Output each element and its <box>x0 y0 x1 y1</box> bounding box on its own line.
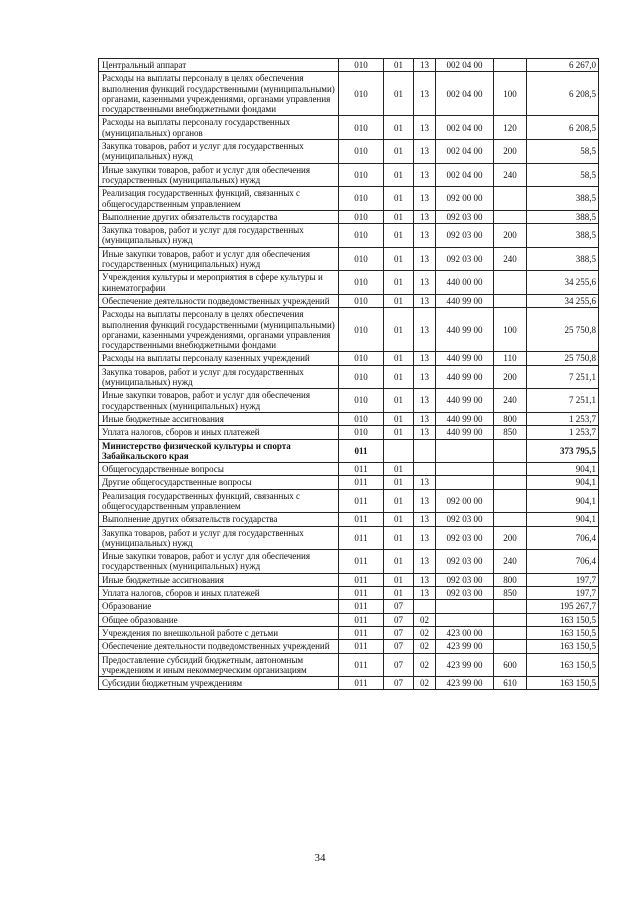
amount: 25 750,8 <box>527 308 599 352</box>
subsection-code: 13 <box>414 489 436 513</box>
target-article-code: 423 99 00 <box>436 640 494 653</box>
row-name: Субсидии бюджетным учреждениям <box>99 677 339 690</box>
table-row <box>99 573 599 586</box>
section-code: 01 <box>384 294 414 307</box>
section-code: 01 <box>384 476 414 489</box>
section-code: 07 <box>384 640 414 653</box>
expense-type-code <box>494 476 527 489</box>
section-code: 01 <box>384 489 414 513</box>
ministry-code: 010 <box>339 224 384 248</box>
amount: 163 150,5 <box>527 653 599 677</box>
table-row <box>99 677 599 690</box>
table-row <box>99 600 599 613</box>
section-code: 07 <box>384 677 414 690</box>
target-article-code: 092 03 00 <box>436 573 494 586</box>
amount: 6 267,0 <box>527 59 599 72</box>
budget-table <box>98 58 599 690</box>
target-article-code: 423 00 00 <box>436 626 494 639</box>
table-row <box>99 526 599 550</box>
table-row <box>99 163 599 187</box>
section-code: 01 <box>384 247 414 271</box>
ministry-code: 011 <box>339 476 384 489</box>
row-name: Иные бюджетные ассигнования <box>99 573 339 586</box>
ministry-code: 010 <box>339 426 384 439</box>
expense-type-code <box>494 294 527 307</box>
row-name: Расходы на выплаты персоналу в целях обеспечения выполнения функций государственными (муниципальными) органами, казенными учреждениями, органами управления государственными внебюджетными фондами <box>99 308 339 352</box>
row-name: Учреждения по внешкольной работе с детьми <box>99 626 339 639</box>
section-code: 01 <box>384 526 414 550</box>
table-row <box>99 116 599 140</box>
amount: 388,5 <box>527 210 599 223</box>
amount: 25 750,8 <box>527 352 599 365</box>
expense-type-code <box>494 187 527 211</box>
table-row <box>99 308 599 352</box>
subsection-code: 02 <box>414 640 436 653</box>
target-article-code: 002 04 00 <box>436 72 494 116</box>
ministry-code: 011 <box>339 573 384 586</box>
table-row <box>99 653 599 677</box>
section-code: 01 <box>384 163 414 187</box>
target-article-code: 092 03 00 <box>436 247 494 271</box>
amount: 163 150,5 <box>527 640 599 653</box>
ministry-code: 011 <box>339 513 384 526</box>
expense-type-code <box>494 513 527 526</box>
section-code: 01 <box>384 352 414 365</box>
row-name: Центральный аппарат <box>99 59 339 72</box>
row-name: Предоставление субсидий бюджетным, автономным учреждениям и иным некоммерческим организациям <box>99 653 339 677</box>
section-code: 07 <box>384 600 414 613</box>
expense-type-code: 120 <box>494 116 527 140</box>
ministry-code: 010 <box>339 72 384 116</box>
target-article-code: 092 03 00 <box>436 224 494 248</box>
subsection-code <box>414 463 436 476</box>
target-article-code: 092 03 00 <box>436 513 494 526</box>
target-article-code: 002 04 00 <box>436 163 494 187</box>
target-article-code <box>436 439 494 463</box>
row-name: Иные бюджетные ассигнования <box>99 412 339 425</box>
row-name: Уплата налогов, сборов и иных платежей <box>99 426 339 439</box>
target-article-code: 002 04 00 <box>436 140 494 164</box>
target-article-code: 092 00 00 <box>436 489 494 513</box>
subsection-code <box>414 439 436 463</box>
row-name: Обеспечение деятельности подведомственных учреждений <box>99 640 339 653</box>
amount: 58,5 <box>527 163 599 187</box>
amount: 6 208,5 <box>527 116 599 140</box>
row-name: Выполнение других обязательств государства <box>99 210 339 223</box>
expense-type-code <box>494 640 527 653</box>
expense-type-code: 200 <box>494 224 527 248</box>
ministry-code: 010 <box>339 412 384 425</box>
amount: 706,4 <box>527 550 599 574</box>
target-article-code: 423 99 00 <box>436 653 494 677</box>
target-article-code <box>436 463 494 476</box>
amount: 7 251,1 <box>527 365 599 389</box>
table-row <box>99 365 599 389</box>
expense-type-code <box>494 600 527 613</box>
target-article-code: 440 00 00 <box>436 271 494 295</box>
subsection-code: 13 <box>414 294 436 307</box>
row-name: Закупка товаров, работ и услуг для государственных (муниципальных) нужд <box>99 526 339 550</box>
subsection-code: 02 <box>414 626 436 639</box>
ministry-code: 011 <box>339 439 384 463</box>
target-article-code: 092 00 00 <box>436 187 494 211</box>
amount: 195 267,7 <box>527 600 599 613</box>
expense-type-code: 800 <box>494 573 527 586</box>
table-row <box>99 271 599 295</box>
target-article-code: 440 99 00 <box>436 426 494 439</box>
section-code: 01 <box>384 308 414 352</box>
table-row <box>99 294 599 307</box>
subsection-code: 13 <box>414 365 436 389</box>
row-name: Расходы на выплаты персоналу в целях обеспечения выполнения функций государственными (муниципальными) органами, казенными учреждениями, органами управления государственными внебюджетными фондами <box>99 72 339 116</box>
table-row <box>99 140 599 164</box>
ministry-code: 010 <box>339 187 384 211</box>
subsection-code: 13 <box>414 550 436 574</box>
amount: 1 253,7 <box>527 412 599 425</box>
expense-type-code <box>494 626 527 639</box>
subsection-code: 13 <box>414 352 436 365</box>
expense-type-code: 610 <box>494 677 527 690</box>
ministry-code: 010 <box>339 271 384 295</box>
section-code: 01 <box>384 140 414 164</box>
row-name: Реализация государственных функций, связанных с общегосударственным управлением <box>99 187 339 211</box>
subsection-code: 13 <box>414 140 436 164</box>
expense-type-code: 600 <box>494 653 527 677</box>
subsection-code: 13 <box>414 426 436 439</box>
subsection-code: 13 <box>414 163 436 187</box>
expense-type-code: 200 <box>494 140 527 164</box>
table-row <box>99 426 599 439</box>
target-article-code: 002 04 00 <box>436 59 494 72</box>
ministry-code: 011 <box>339 600 384 613</box>
table-row <box>99 187 599 211</box>
ministry-code: 010 <box>339 59 384 72</box>
ministry-code: 011 <box>339 526 384 550</box>
amount: 163 150,5 <box>527 613 599 626</box>
table-row <box>99 352 599 365</box>
ministry-code: 010 <box>339 389 384 413</box>
row-name: Иные закупки товаров, работ и услуг для обеспечения государственных (муниципальных) нужд <box>99 389 339 413</box>
table-row <box>99 389 599 413</box>
table-row <box>99 247 599 271</box>
amount: 373 795,5 <box>527 439 599 463</box>
row-name: Учреждения культуры и мероприятия в сфере культуры и кинематографии <box>99 271 339 295</box>
amount: 706,4 <box>527 526 599 550</box>
target-article-code: 092 03 00 <box>436 210 494 223</box>
amount: 34 255,6 <box>527 294 599 307</box>
section-code: 01 <box>384 271 414 295</box>
expense-type-code: 850 <box>494 587 527 600</box>
subsection-code: 13 <box>414 210 436 223</box>
section-code: 01 <box>384 412 414 425</box>
subsection-code: 13 <box>414 247 436 271</box>
amount: 197,7 <box>527 573 599 586</box>
ministry-code: 011 <box>339 653 384 677</box>
ministry-code: 010 <box>339 247 384 271</box>
section-code: 01 <box>384 59 414 72</box>
row-name: Общегосударственные вопросы <box>99 463 339 476</box>
subsection-code: 13 <box>414 587 436 600</box>
target-article-code: 092 03 00 <box>436 526 494 550</box>
expense-type-code <box>494 271 527 295</box>
ministry-code: 010 <box>339 140 384 164</box>
target-article-code <box>436 476 494 489</box>
expense-type-code: 240 <box>494 163 527 187</box>
section-code: 01 <box>384 116 414 140</box>
section-code: 01 <box>384 72 414 116</box>
table-row <box>99 210 599 223</box>
ministry-code: 011 <box>339 626 384 639</box>
table-row <box>99 224 599 248</box>
expense-type-code <box>494 489 527 513</box>
target-article-code <box>436 613 494 626</box>
amount: 58,5 <box>527 140 599 164</box>
row-name: Образование <box>99 600 339 613</box>
subsection-code: 02 <box>414 613 436 626</box>
target-article-code: 440 99 00 <box>436 412 494 425</box>
table-row <box>99 513 599 526</box>
page-number: 34 <box>314 852 326 864</box>
expense-type-code: 100 <box>494 308 527 352</box>
expense-type-code <box>494 439 527 463</box>
row-name: Закупка товаров, работ и услуг для государственных (муниципальных) нужд <box>99 365 339 389</box>
amount: 163 150,5 <box>527 677 599 690</box>
target-article-code: 423 99 00 <box>436 677 494 690</box>
amount: 904,1 <box>527 476 599 489</box>
subsection-code: 13 <box>414 224 436 248</box>
table-row <box>99 613 599 626</box>
section-code: 01 <box>384 389 414 413</box>
target-article-code: 092 03 00 <box>436 550 494 574</box>
subsection-code: 02 <box>414 677 436 690</box>
table-row <box>99 439 599 463</box>
table-row <box>99 587 599 600</box>
target-article-code: 440 99 00 <box>436 352 494 365</box>
amount: 1 253,7 <box>527 426 599 439</box>
subsection-code: 13 <box>414 389 436 413</box>
amount: 904,1 <box>527 463 599 476</box>
row-name: Выполнение других обязательств государства <box>99 513 339 526</box>
expense-type-code <box>494 210 527 223</box>
amount: 388,5 <box>527 224 599 248</box>
amount: 197,7 <box>527 587 599 600</box>
amount: 904,1 <box>527 513 599 526</box>
section-code: 01 <box>384 587 414 600</box>
target-article-code <box>436 600 494 613</box>
subsection-code: 13 <box>414 412 436 425</box>
amount: 34 255,6 <box>527 271 599 295</box>
expense-type-code <box>494 463 527 476</box>
subsection-code: 13 <box>414 187 436 211</box>
row-name: Иные закупки товаров, работ и услуг для обеспечения государственных (муниципальных) нужд <box>99 163 339 187</box>
section-code: 01 <box>384 463 414 476</box>
subsection-code: 13 <box>414 116 436 140</box>
target-article-code: 440 99 00 <box>436 294 494 307</box>
amount: 7 251,1 <box>527 389 599 413</box>
table-row <box>99 72 599 116</box>
section-code: 07 <box>384 653 414 677</box>
ministry-code: 010 <box>339 308 384 352</box>
expense-type-code: 240 <box>494 247 527 271</box>
section-code: 01 <box>384 513 414 526</box>
subsection-code: 13 <box>414 308 436 352</box>
table-row <box>99 626 599 639</box>
row-name: Расходы на выплаты персоналу государственных (муниципальных) органов <box>99 116 339 140</box>
expense-type-code: 110 <box>494 352 527 365</box>
expense-type-code: 200 <box>494 526 527 550</box>
expense-type-code: 850 <box>494 426 527 439</box>
subsection-code <box>414 600 436 613</box>
ministry-code: 010 <box>339 163 384 187</box>
subsection-code: 13 <box>414 271 436 295</box>
row-name: Закупка товаров, работ и услуг для государственных (муниципальных) нужд <box>99 224 339 248</box>
section-code: 01 <box>384 224 414 248</box>
row-name: Другие общегосударственные вопросы <box>99 476 339 489</box>
row-name: Реализация государственных функций, связанных с общегосударственным управлением <box>99 489 339 513</box>
ministry-code: 011 <box>339 613 384 626</box>
ministry-code: 011 <box>339 489 384 513</box>
ministry-code: 011 <box>339 587 384 600</box>
amount: 6 208,5 <box>527 72 599 116</box>
table-row <box>99 59 599 72</box>
table-row <box>99 476 599 489</box>
amount: 388,5 <box>527 187 599 211</box>
ministry-code: 011 <box>339 463 384 476</box>
expense-type-code: 100 <box>494 72 527 116</box>
expense-type-code <box>494 613 527 626</box>
table-body <box>99 59 599 690</box>
section-code: 01 <box>384 187 414 211</box>
target-article-code: 002 04 00 <box>436 116 494 140</box>
target-article-code: 440 99 00 <box>436 365 494 389</box>
target-article-code: 440 99 00 <box>436 308 494 352</box>
section-code: 01 <box>384 210 414 223</box>
section-code: 07 <box>384 626 414 639</box>
section-code: 01 <box>384 550 414 574</box>
section-code: 01 <box>384 426 414 439</box>
amount: 388,5 <box>527 247 599 271</box>
ministry-code: 010 <box>339 210 384 223</box>
subsection-code: 13 <box>414 513 436 526</box>
ministry-code: 011 <box>339 640 384 653</box>
table-row <box>99 489 599 513</box>
table-row <box>99 550 599 574</box>
expense-type-code: 240 <box>494 389 527 413</box>
table-row <box>99 640 599 653</box>
row-name: Расходы на выплаты персоналу казенных учреждений <box>99 352 339 365</box>
ministry-code: 011 <box>339 677 384 690</box>
subsection-code: 13 <box>414 526 436 550</box>
ministry-code: 010 <box>339 116 384 140</box>
table-row <box>99 463 599 476</box>
subsection-code: 13 <box>414 476 436 489</box>
section-code: 07 <box>384 613 414 626</box>
row-name: Министерство физической культуры и спорта Забайкальского края <box>99 439 339 463</box>
subsection-code: 13 <box>414 59 436 72</box>
subsection-code: 13 <box>414 72 436 116</box>
expense-type-code: 240 <box>494 550 527 574</box>
expense-type-code: 800 <box>494 412 527 425</box>
expense-type-code: 200 <box>494 365 527 389</box>
ministry-code: 010 <box>339 352 384 365</box>
target-article-code: 092 03 00 <box>436 587 494 600</box>
section-code <box>384 439 414 463</box>
ministry-code: 010 <box>339 294 384 307</box>
row-name: Иные закупки товаров, работ и услуг для обеспечения государственных (муниципальных) нужд <box>99 550 339 574</box>
row-name: Иные закупки товаров, работ и услуг для обеспечения государственных (муниципальных) нужд <box>99 247 339 271</box>
subsection-code: 02 <box>414 653 436 677</box>
section-code: 01 <box>384 573 414 586</box>
section-code: 01 <box>384 365 414 389</box>
expense-type-code <box>494 59 527 72</box>
row-name: Общее образование <box>99 613 339 626</box>
amount: 163 150,5 <box>527 626 599 639</box>
subsection-code: 13 <box>414 573 436 586</box>
amount: 904,1 <box>527 489 599 513</box>
ministry-code: 010 <box>339 365 384 389</box>
table-row <box>99 412 599 425</box>
row-name: Закупка товаров, работ и услуг для государственных (муниципальных) нужд <box>99 140 339 164</box>
target-article-code: 440 99 00 <box>436 389 494 413</box>
row-name: Обеспечение деятельности подведомственных учреждений <box>99 294 339 307</box>
row-name: Уплата налогов, сборов и иных платежей <box>99 587 339 600</box>
ministry-code: 011 <box>339 550 384 574</box>
